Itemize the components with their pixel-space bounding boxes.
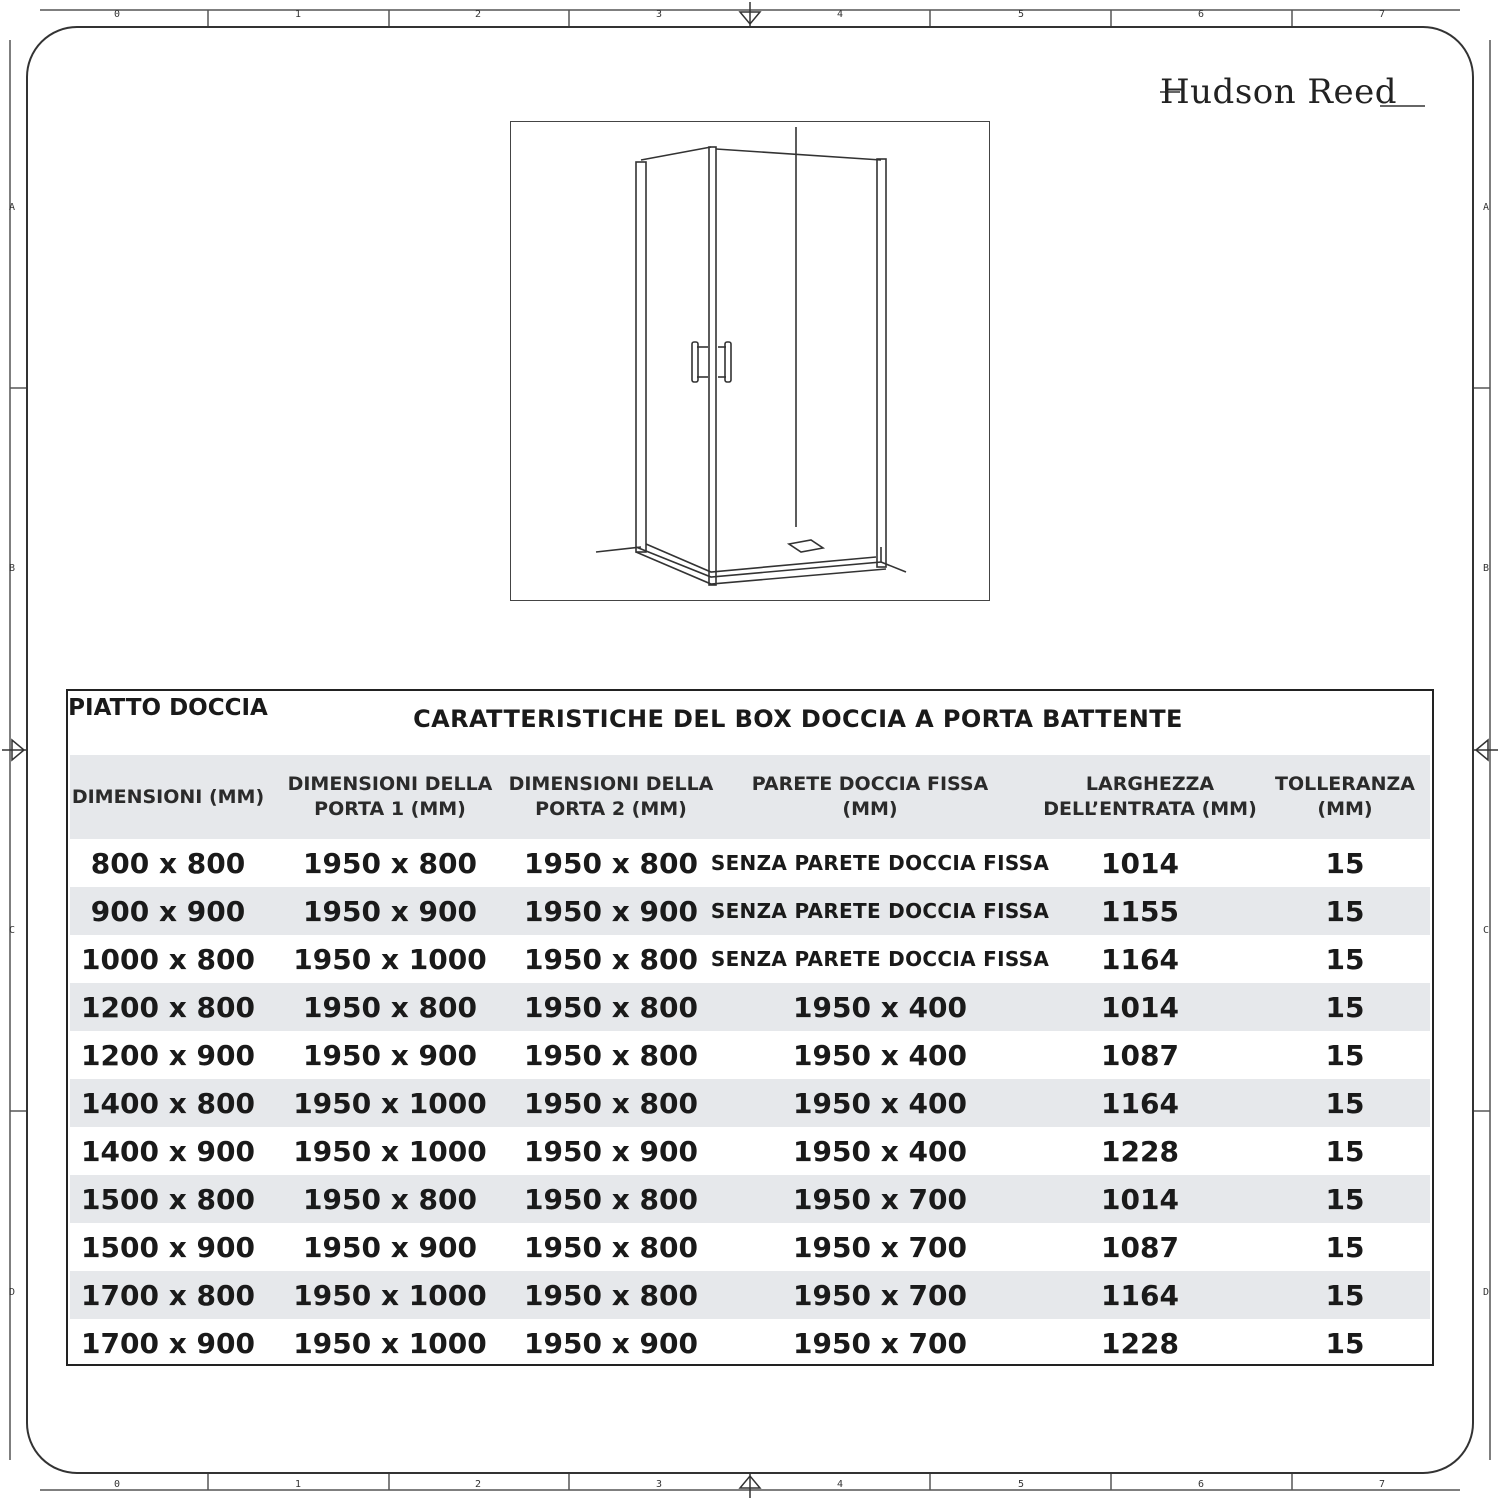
- table-row: [70, 1319, 1430, 1367]
- cell-parete-fissa: 1950 x 400: [793, 1086, 967, 1120]
- ruler-number: 2: [475, 9, 482, 20]
- table-title: CARATTERISTICHE DEL BOX DOCCIA A PORTA BATTENTE: [413, 705, 1183, 733]
- table-row: [70, 887, 1430, 935]
- cell-porta-1: 1950 x 1000: [293, 1278, 487, 1312]
- cell-larghezza: 1228: [1101, 1134, 1179, 1168]
- brand-logo: Hudson Reed: [1160, 72, 1398, 112]
- ruler-letter: A: [9, 202, 16, 213]
- cell-porta-2: 1950 x 800: [524, 1182, 698, 1216]
- cell-tolleranza: 15: [1325, 1182, 1365, 1216]
- cell-porta-1: 1950 x 800: [303, 1182, 477, 1216]
- header-larghezza-entrata: LARGHEZZA DELL’ENTRATA (MM): [1043, 773, 1257, 820]
- cell-larghezza: 1014: [1101, 846, 1179, 880]
- table-body: [70, 839, 1430, 1367]
- table-row: [70, 1271, 1430, 1319]
- cell-parete-fissa: 1950 x 700: [793, 1182, 967, 1216]
- cell-parete-fissa: SENZA PARETE DOCCIA FISSA: [710, 899, 1050, 923]
- cell-porta-1: 1950 x 1000: [293, 1086, 487, 1120]
- cell-parete-fissa: SENZA PARETE DOCCIA FISSA: [710, 947, 1050, 971]
- cell-larghezza: 1014: [1101, 1182, 1179, 1216]
- spec-table: [66, 689, 1434, 1366]
- cell-dimensioni: 1700 x 800: [81, 1278, 255, 1312]
- cell-dimensioni: 1400 x 900: [81, 1134, 255, 1168]
- cell-tolleranza: 15: [1325, 846, 1365, 880]
- cell-dimensioni: 1500 x 800: [81, 1182, 255, 1216]
- table-row: [70, 1175, 1430, 1223]
- table-row: [70, 935, 1430, 983]
- ruler-letter: C: [9, 925, 16, 936]
- ruler-number: 5: [1018, 9, 1025, 20]
- cell-parete-fissa: SENZA PARETE DOCCIA FISSA: [710, 851, 1050, 875]
- ruler-number: 5: [1018, 1479, 1025, 1490]
- ruler-number: 0: [114, 1479, 121, 1490]
- table-row: [70, 1031, 1430, 1079]
- cell-porta-1: 1950 x 1000: [293, 1134, 487, 1168]
- ruler-number: 1: [295, 1479, 302, 1490]
- table-row: [70, 1079, 1430, 1127]
- cell-porta-2: 1950 x 800: [524, 1038, 698, 1072]
- table-title-row: [68, 691, 1432, 753]
- cell-tolleranza: 15: [1325, 1086, 1365, 1120]
- table-row: [70, 983, 1430, 1031]
- ruler-number: 3: [656, 9, 663, 20]
- cell-tolleranza: 15: [1325, 1038, 1365, 1072]
- cell-porta-1: 1950 x 1000: [293, 942, 487, 976]
- cell-porta-1: 1950 x 800: [303, 846, 477, 880]
- cell-parete-fissa: 1950 x 700: [793, 1230, 967, 1264]
- cell-porta-1: 1950 x 900: [303, 1230, 477, 1264]
- cell-tolleranza: 15: [1325, 1134, 1365, 1168]
- ruler-number: 6: [1198, 9, 1205, 20]
- header-porta-2: DIMENSIONI DELLA PORTA 2 (MM): [508, 773, 714, 820]
- ruler-letter: C: [1483, 925, 1490, 936]
- shower-enclosure-drawing: [510, 121, 990, 601]
- column-headers: [70, 755, 1430, 839]
- cell-dimensioni: 800 x 800: [90, 846, 246, 880]
- header-parete-fissa: PARETE DOCCIA FISSA (MM): [751, 773, 989, 820]
- cell-porta-2: 1950 x 900: [524, 1326, 698, 1360]
- cell-tolleranza: 15: [1325, 1326, 1365, 1360]
- cell-porta-2: 1950 x 800: [524, 942, 698, 976]
- cell-tolleranza: 15: [1325, 1278, 1365, 1312]
- cell-porta-2: 1950 x 800: [524, 1230, 698, 1264]
- ruler-number: 4: [837, 9, 844, 20]
- cell-porta-2: 1950 x 900: [524, 894, 698, 928]
- cell-porta-1: 1950 x 900: [303, 1038, 477, 1072]
- ruler-number: 7: [1379, 9, 1386, 20]
- table-row: [70, 1127, 1430, 1175]
- cell-dimensioni: 1200 x 900: [81, 1038, 255, 1072]
- ruler-number: 6: [1198, 1479, 1205, 1490]
- cell-larghezza: 1164: [1101, 942, 1179, 976]
- table-row: [70, 1223, 1430, 1271]
- header-tolleranza: TOLLERANZA (MM): [1274, 773, 1416, 820]
- tray-label: PIATTO DOCCIA: [68, 695, 268, 721]
- cell-porta-2: 1950 x 900: [524, 1134, 698, 1168]
- cell-tolleranza: 15: [1325, 894, 1365, 928]
- cell-porta-2: 1950 x 800: [524, 846, 698, 880]
- cell-dimensioni: 900 x 900: [90, 894, 246, 928]
- shower-enclosure-icon: [511, 122, 989, 600]
- cell-dimensioni: 1200 x 800: [81, 990, 255, 1024]
- ruler-number: 2: [475, 1479, 482, 1490]
- cell-larghezza: 1087: [1101, 1230, 1179, 1264]
- cell-porta-1: 1950 x 800: [303, 990, 477, 1024]
- cell-tolleranza: 15: [1325, 990, 1365, 1024]
- ruler-number: 7: [1379, 1479, 1386, 1490]
- cell-dimensioni: 1000 x 800: [81, 942, 255, 976]
- ruler-number: 3: [656, 1479, 663, 1490]
- cell-parete-fissa: 1950 x 400: [793, 1134, 967, 1168]
- ruler-number: 4: [837, 1479, 844, 1490]
- cell-porta-2: 1950 x 800: [524, 990, 698, 1024]
- cell-dimensioni: 1400 x 800: [81, 1086, 255, 1120]
- ruler-letter: A: [1483, 202, 1490, 213]
- cell-porta-1: 1950 x 900: [303, 894, 477, 928]
- ruler-letter: B: [1483, 563, 1490, 574]
- cell-larghezza: 1228: [1101, 1326, 1179, 1360]
- cell-parete-fissa: 1950 x 700: [793, 1278, 967, 1312]
- cell-dimensioni: 1500 x 900: [81, 1230, 255, 1264]
- cell-larghezza: 1155: [1101, 894, 1179, 928]
- ruler-letter: B: [9, 563, 16, 574]
- header-dimensioni: DIMENSIONI (MM): [71, 785, 265, 808]
- cell-parete-fissa: 1950 x 700: [793, 1326, 967, 1360]
- cell-parete-fissa: 1950 x 400: [793, 990, 967, 1024]
- ruler-number: 1: [295, 9, 302, 20]
- ruler-number: 0: [114, 9, 121, 20]
- cell-larghezza: 1164: [1101, 1278, 1179, 1312]
- cell-porta-2: 1950 x 800: [524, 1086, 698, 1120]
- cell-dimensioni: 1700 x 900: [81, 1326, 255, 1360]
- cell-tolleranza: 15: [1325, 942, 1365, 976]
- cell-larghezza: 1087: [1101, 1038, 1179, 1072]
- table-row: [70, 839, 1430, 887]
- cell-tolleranza: 15: [1325, 1230, 1365, 1264]
- cell-larghezza: 1014: [1101, 990, 1179, 1024]
- cell-parete-fissa: 1950 x 400: [793, 1038, 967, 1072]
- ruler-letter: D: [9, 1287, 16, 1298]
- cell-larghezza: 1164: [1101, 1086, 1179, 1120]
- header-porta-1: DIMENSIONI DELLA PORTA 1 (MM): [287, 773, 493, 820]
- cell-porta-1: 1950 x 1000: [293, 1326, 487, 1360]
- cell-porta-2: 1950 x 800: [524, 1278, 698, 1312]
- ruler-letter: D: [1483, 1287, 1490, 1298]
